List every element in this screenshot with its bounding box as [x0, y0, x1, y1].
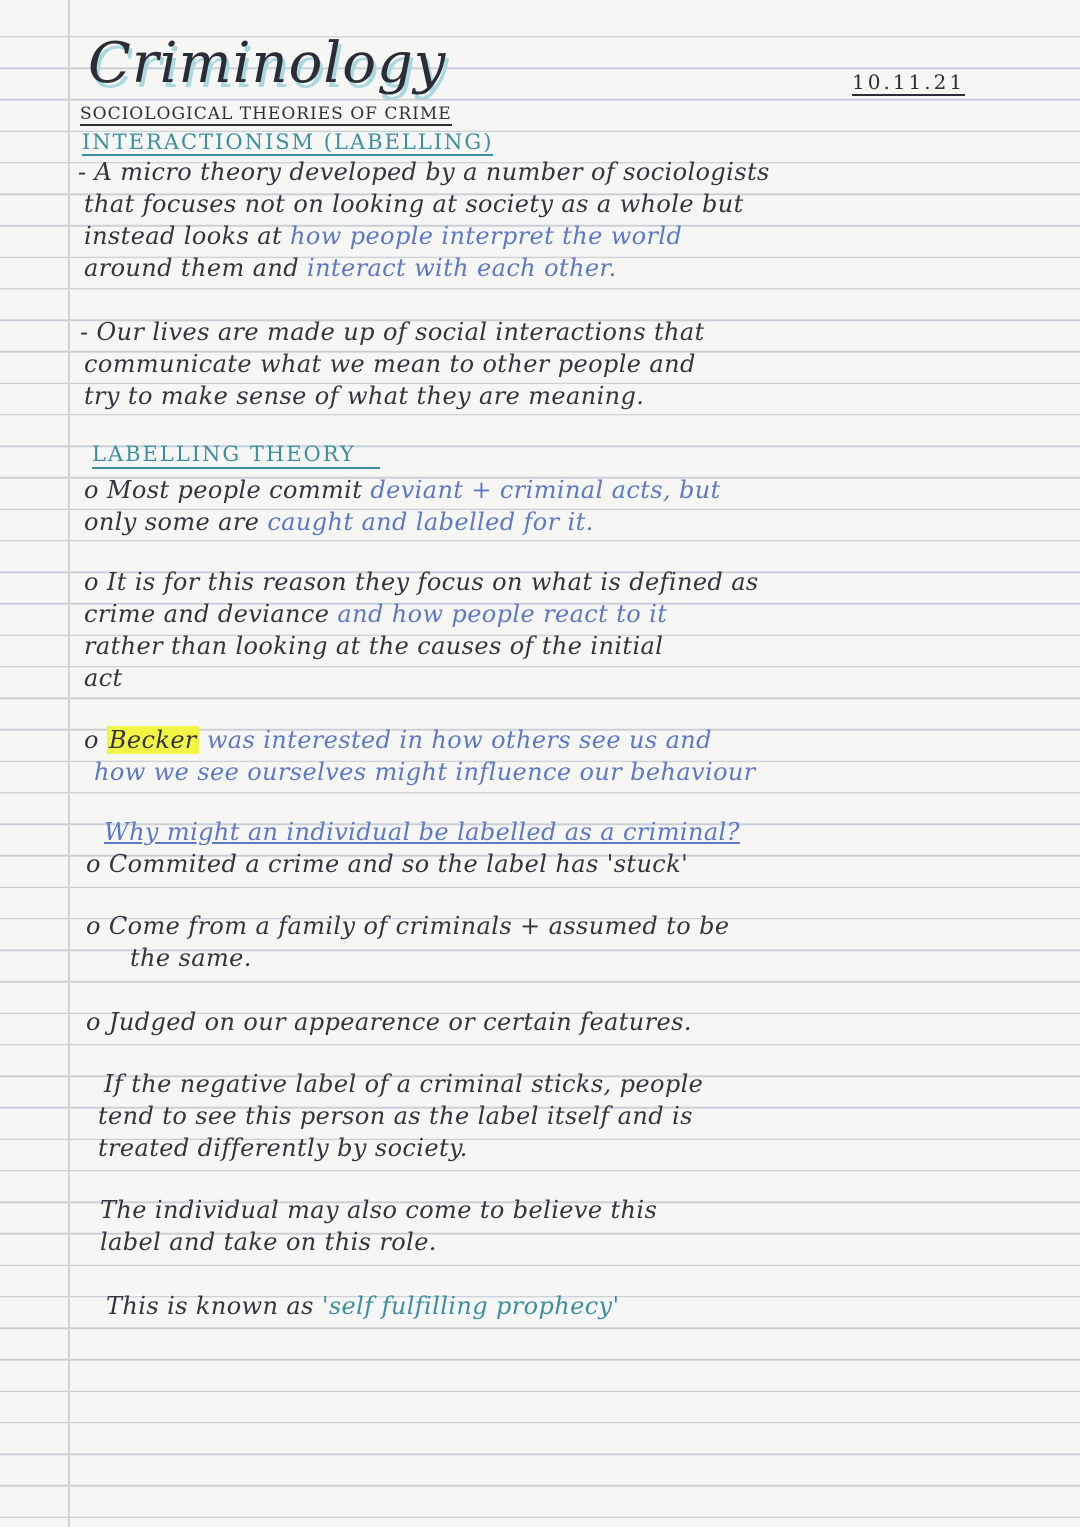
para1-line4-a: around them and	[84, 254, 299, 282]
para3-line2	[84, 510, 594, 534]
para1-line2: that focuses not on looking at society as a whole but	[84, 190, 744, 218]
heading-interactionism: INTERACTIONISM (LABELLING)	[82, 130, 494, 154]
para1-line3-b: how people interpret the world	[290, 222, 683, 250]
para5-line1	[84, 728, 712, 752]
para1-line3	[84, 224, 682, 248]
heading-sociological-theories: SOCIOLOGICAL THEORIES OF CRIME	[80, 104, 452, 124]
reason-1: o Commited a crime and so the label has 'stuck'	[86, 850, 689, 878]
para5-line2: how we see ourselves might influence our behaviour	[94, 758, 756, 786]
para2-line3: try to make sense of what they are meaning.	[84, 382, 645, 410]
reason-3: o Judged on our appearence or certain features.	[86, 1008, 692, 1036]
para3-line1-a: o Most people commit	[84, 476, 363, 504]
self-fulfilling-prophecy: 'self fulfilling prophecy'	[321, 1292, 620, 1320]
para5-bullet: o	[84, 726, 99, 754]
para4-line3: rather than looking at the causes of the initial	[84, 632, 664, 660]
para1-line1: - A micro theory developed by a number of sociologists	[78, 158, 770, 186]
para4-line2	[84, 602, 667, 626]
para7-line1: The individual may also come to believe this	[100, 1196, 658, 1224]
para7-line2: label and take on this role.	[100, 1228, 437, 1256]
para4-line2-b: and how people react to it	[337, 600, 668, 628]
para8-line1	[106, 1294, 620, 1318]
para3-line2-b: caught and labelled for it.	[267, 508, 594, 536]
para3-line2-a: only some are	[84, 508, 260, 536]
para1-line4-b: interact with each other.	[307, 254, 617, 282]
para1-line3-a: instead looks at	[84, 222, 283, 250]
para6-line2: tend to see this person as the label itself and is	[98, 1102, 693, 1130]
para4-line1: o It is for this reason they focus on what is defined as	[84, 568, 759, 596]
reason-2-line1: o Come from a family of criminals + assumed to be	[86, 912, 730, 940]
heading-labelling-theory: LABELLING THEORY	[92, 444, 380, 469]
date: 10.11.21	[852, 70, 966, 94]
becker-highlight: Becker	[108, 726, 197, 754]
para2-line1: - Our lives are made up of social interactions that	[80, 318, 705, 346]
para3-line1-b: deviant + criminal acts, but	[370, 476, 721, 504]
para4-line2-a: crime and deviance	[84, 600, 330, 628]
para3-line1	[84, 478, 721, 502]
para1-line4	[84, 256, 617, 280]
para5-line1-b: was interested in how others see us and	[206, 726, 712, 754]
para4-line4: act	[84, 664, 123, 692]
para8-line1-a: This is known as	[106, 1292, 314, 1320]
para6-line3: treated differently by society.	[98, 1134, 468, 1162]
para6-line1: If the negative label of a criminal sticks, people	[104, 1070, 704, 1098]
margin-line	[68, 0, 70, 1527]
page-title: Criminology	[88, 31, 447, 96]
reason-2-line2: the same.	[130, 944, 252, 972]
para2-line2: communicate what we mean to other people and	[84, 350, 696, 378]
question-heading: Why might an individual be labelled as a criminal?	[104, 818, 740, 846]
